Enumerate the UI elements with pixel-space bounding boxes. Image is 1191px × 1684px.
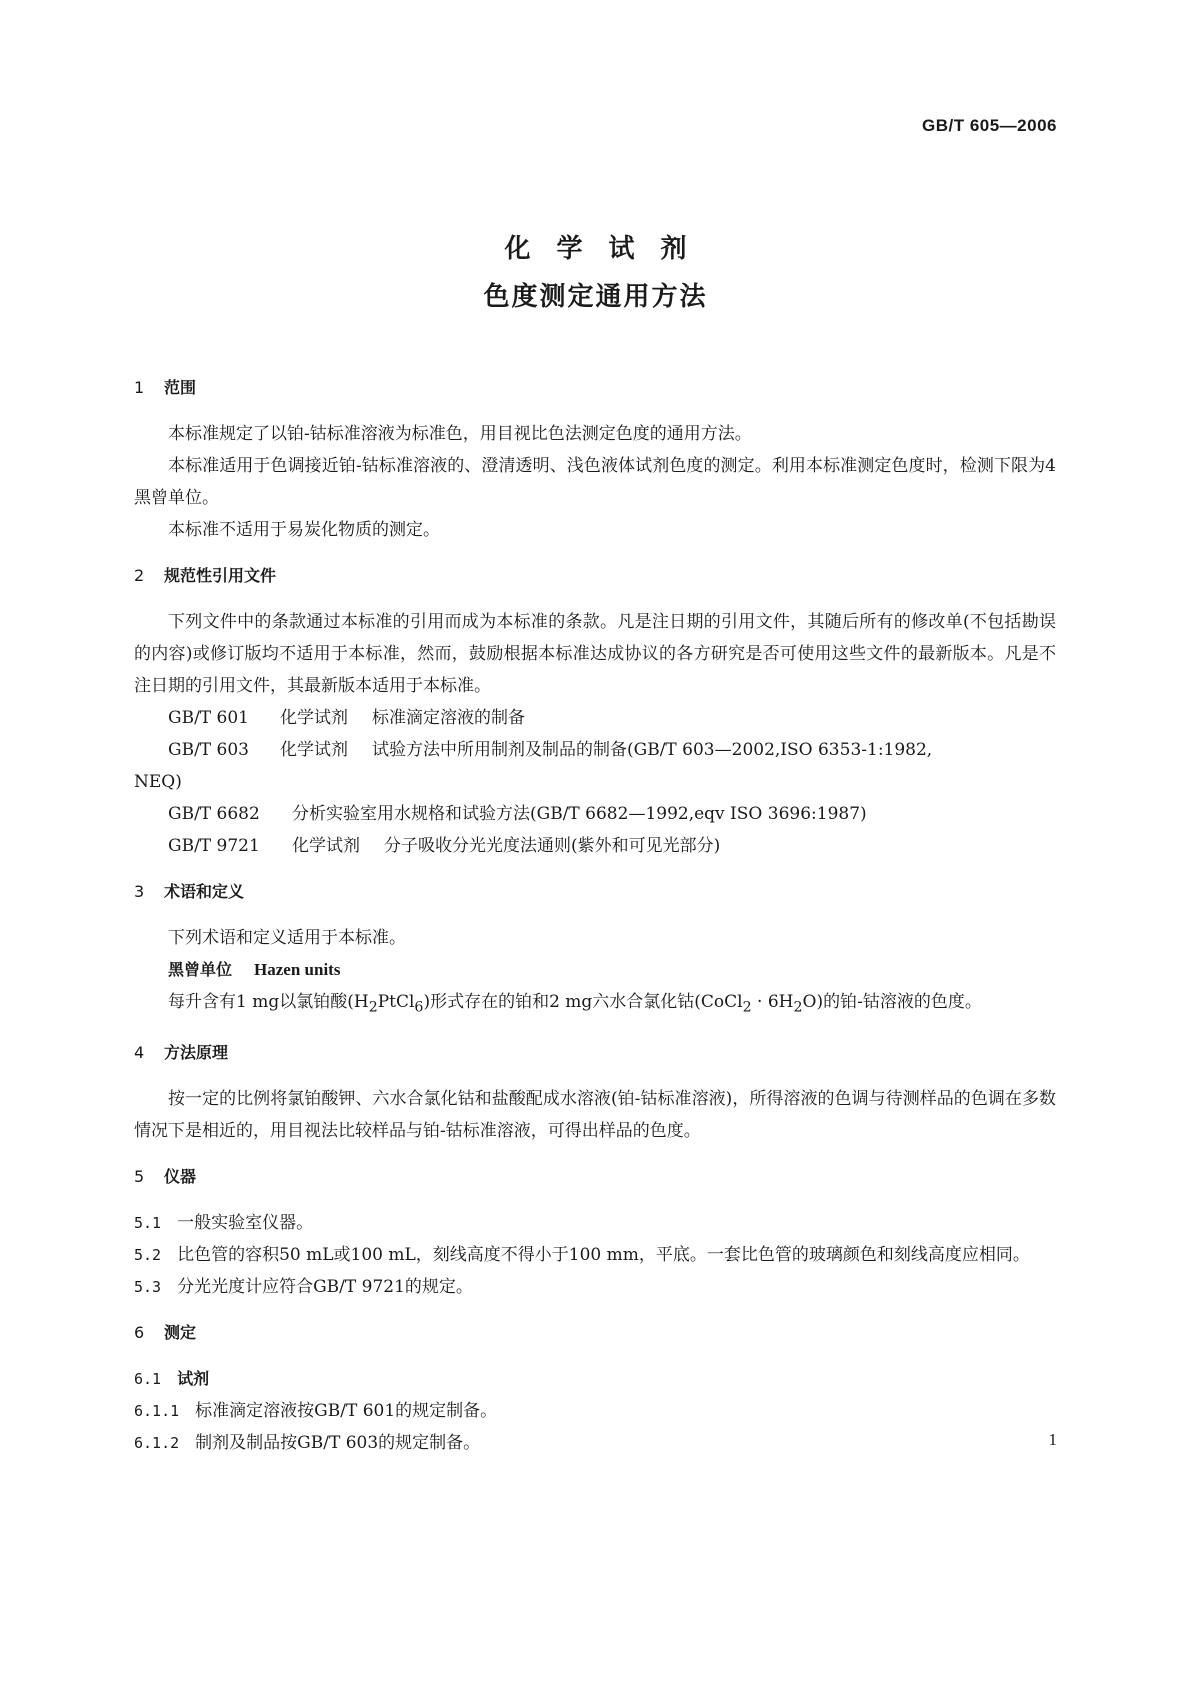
term-english: Hazen units <box>254 960 341 979</box>
definition-text: PtCl <box>377 992 415 1012</box>
section-number: 4 <box>134 1043 145 1063</box>
subscript: 2 <box>742 999 752 1016</box>
section-normative-references <box>134 560 1056 862</box>
reference-title: 试验方法中所用制剂及制品的制备(GB/T 603—2002,ISO 6353-1:1982, <box>372 740 933 760</box>
section-heading <box>134 1317 1056 1349</box>
reference-category: 化学试剂 <box>280 740 348 760</box>
subscript: 2 <box>793 999 803 1016</box>
reference-code: GB/T 601 <box>168 708 249 728</box>
subscript: 6 <box>414 999 424 1016</box>
reference-item <box>134 830 1056 862</box>
definition-text: O)的铂-钴溶液的色度。 <box>802 992 982 1012</box>
clause-item <box>134 1239 1056 1271</box>
clause-number: 5.2 <box>134 1246 162 1265</box>
clause-item <box>134 1271 1056 1303</box>
reference-code: GB/T 603 <box>168 740 249 760</box>
paragraph: 本标准不适用于易炭化物质的测定。 <box>168 520 440 540</box>
section-heading <box>134 560 1056 592</box>
term-definition <box>134 986 1056 1023</box>
clause-number: 6.1 <box>134 1370 162 1389</box>
reference-item <box>134 702 1056 734</box>
reference-category: 化学试剂 <box>280 708 348 728</box>
clause-text: 比色管的容积50 mL或100 mL，刻线高度不得小于100 mm，平底。一套比色管的玻璃颜色和刻线高度应相同。 <box>177 1245 1030 1266</box>
clause-item <box>134 1395 1056 1427</box>
clause-number: 6.1.2 <box>134 1434 180 1453</box>
subclause-heading <box>134 1363 1056 1395</box>
section-heading <box>134 876 1056 908</box>
clause-item <box>134 1427 1056 1459</box>
term-chinese: 黑曾单位 <box>168 960 233 979</box>
reference-code: GB/T 6682 <box>168 804 260 824</box>
paragraph: 本标准规定了以铂-钴标准溶液为标准色，用目视比色法测定色度的通用方法。 <box>168 424 752 444</box>
paragraph: 下列术语和定义适用于本标准。 <box>168 928 406 948</box>
term-entry <box>134 954 1056 986</box>
paragraph: 本标准适用于色调接近铂-钴标准溶液的、澄清透明、浅色液体试剂色度的测定。利用本标准测定色度时，检测下限为4黑曾单位。 <box>134 456 1056 508</box>
clause-number: 6.1.1 <box>134 1402 180 1421</box>
section-apparatus <box>134 1161 1056 1303</box>
clause-text: 标准滴定溶液按GB/T 601的规定制备。 <box>195 1401 498 1422</box>
clause-text: 制剂及制品按GB/T 603的规定制备。 <box>195 1433 481 1454</box>
reference-code: GB/T 9721 <box>168 836 260 856</box>
section-number: 2 <box>134 566 145 585</box>
section-title: 范围 <box>164 378 197 397</box>
clause-text: 一般实验室仪器。 <box>177 1213 314 1234</box>
section-title: 方法原理 <box>164 1043 229 1063</box>
clause-text: 分光光度计应符合GB/T 9721的规定。 <box>177 1277 473 1298</box>
page-number: 1 <box>1048 1430 1057 1449</box>
document-body <box>134 372 1056 1473</box>
paragraph: 按一定的比例将氯铂酸钾、六水合氯化钴和盐酸配成水溶液(铂-钴标准溶液)，所得溶液的色调与待测样品的色调在多数情况下是相近的，用目视法比较样品与铂-钴标准溶液，可得出样品的色度。 <box>134 1089 1056 1142</box>
reference-item <box>134 734 1056 798</box>
section-principle <box>134 1037 1056 1147</box>
document-title: 化学试剂 <box>504 234 713 264</box>
reference-title: 分析实验室用水规格和试验方法(GB/T 6682—1992,eqv ISO 3696:1987) <box>292 804 867 824</box>
reference-item <box>134 798 1056 830</box>
standard-code: GB/T 605—2006 <box>921 116 1057 135</box>
section-number: 1 <box>134 378 145 397</box>
section-determination <box>134 1317 1056 1459</box>
reference-title: 标准滴定溶液的制备 <box>372 708 525 728</box>
definition-text: · 6H <box>751 992 794 1012</box>
definition-text: )形式存在的铂和2 mg六水合氯化钴(CoCl <box>423 992 743 1012</box>
section-number: 5 <box>134 1167 145 1187</box>
reference-category: 化学试剂 <box>292 836 360 856</box>
section-title: 术语和定义 <box>164 882 245 901</box>
section-heading <box>134 1161 1056 1193</box>
section-heading <box>134 372 1056 404</box>
paragraph: 下列文件中的条款通过本标准的引用而成为本标准的条款。凡是注日期的引用文件，其随后所有的修改单(不包括勘误的内容)或修订版均不适用于本标准，然而，鼓励根据本标准达成协议的各方研究是否可使用这些文件的最新版本。凡是不注日期的引用文件，其最新版本适用于本标准。 <box>134 612 1056 696</box>
subscript: 2 <box>368 999 378 1016</box>
clause-item <box>134 1207 1056 1239</box>
section-scope <box>134 372 1056 546</box>
clause-number: 5.3 <box>134 1278 162 1297</box>
section-title: 仪器 <box>164 1167 197 1187</box>
reference-title-continued: NEQ) <box>134 772 182 792</box>
section-terms-definitions <box>134 876 1056 1023</box>
section-number: 6 <box>134 1323 145 1343</box>
section-heading <box>134 1037 1056 1069</box>
section-title: 测定 <box>164 1323 197 1343</box>
reference-title: 分子吸收分光光度法通则(紫外和可见光部分) <box>384 836 721 856</box>
definition-text: 每升含有1 mg以氯铂酸(H <box>168 992 369 1012</box>
section-number: 3 <box>134 882 145 901</box>
document-subtitle: 色度测定通用方法 <box>483 282 708 312</box>
clause-number: 5.1 <box>134 1214 162 1233</box>
section-title: 规范性引用文件 <box>164 566 277 585</box>
subclause-title: 试剂 <box>177 1369 210 1389</box>
